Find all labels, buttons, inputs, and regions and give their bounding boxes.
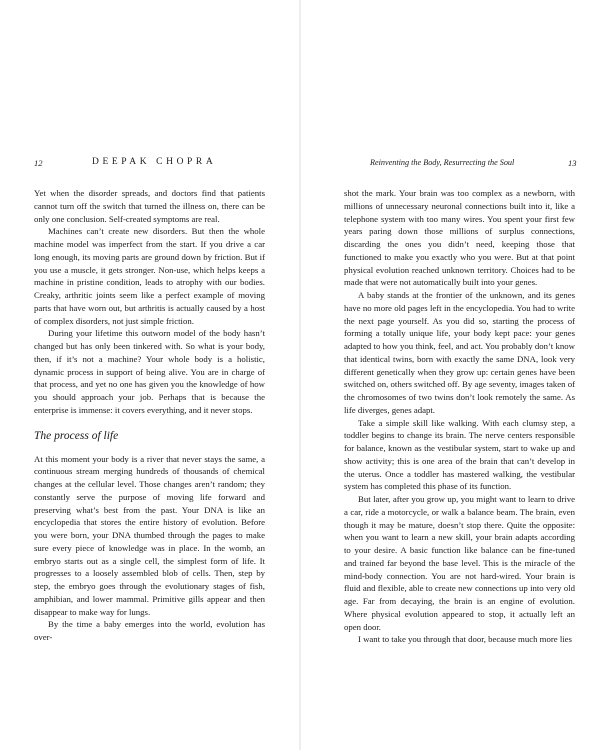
running-head-title: Reinventing the Body, Resurrecting the Soul	[370, 158, 515, 167]
paragraph: Take a simple skill like walking. With each clumsy step, a toddler begins to change its brain. The nerve centers responsible for balance, known as the vestibular system, start to wake up and show activity; this is one area of the brain that can’t develop in the uterus. Once a toddler has mastered walking, the vestibular system has completed this phase of its function.	[344, 417, 575, 492]
paragraph: Machines can’t create new disorders. But then the whole machine model was imperfect from the start. If you drive a car long enough, its moving parts are ground down by friction. But if you use a muscle, it gets stronger. Non-use, which helps keeps a machine in pristine condition, leads to atrophy with our bodies. Creaky, arthritic joints seem like a perfect example of moving parts that have worn out, but arthritis is actually caused by a host of complex disorders, not just simple friction.	[34, 226, 265, 326]
paragraph: But later, after you grow up, you might want to learn to drive a car, ride a motorcycle, or walk a balance beam. The brain, even though it may be mature, doesn’t stop there. Quite the opposite: when you want to learn a new skill, your brain adapts according to your desire. A basic function like balance can be fine-tuned and trained far beyond the base level. This is the miracle of the mind-body connection. You are not hard-wired. Your brain is fluid and flexible, able to create new connections up into very old age. Far from decaying, the brain is an engine of evolution. Where physical evolution appeared to stop, it actually left an open door.	[344, 494, 575, 632]
paragraph: By the time a baby emerges into the world, evolution has over-	[34, 619, 265, 642]
paragraph: During your lifetime this outworn model of the body hasn’t changed but has only been tinkered with. So what is your body, then, if it’s not a machine? Your whole body is a holistic, dynamic process in support of being alive. You are in charge of that process, and yet no one has given you the knowledge of how you should approach your job. Perhaps that is because the enterprise is immense: it covers everything, and it never stops.	[34, 328, 265, 415]
page-number: 12	[34, 158, 43, 168]
right-text-column	[344, 187, 575, 646]
left-text-column	[34, 187, 265, 644]
right-page	[300, 0, 600, 750]
page-number: 13	[568, 158, 577, 168]
paragraph: shot the mark. Your brain was too complex as a newborn, with millions of unnecessary neuronal connections built into it, like a telephone system with too many wires. You spent your first few years paring down those millions of surplus connections, discarding the ones you didn’t need, keeping those that functioned to make you exactly who you were. But at that point physical evolution reached unknown territory. Choices had to be made that were not automatically built into your genes.	[344, 188, 575, 288]
running-head-author: DEEPAK CHOPRA	[92, 157, 217, 167]
section-heading: The process of life	[34, 429, 119, 442]
paragraph: Yet when the disorder spreads, and doctors find that patients cannot turn off the switch that turned the illness on, there can be only one conclusion. Self-created symptoms are real.	[34, 188, 265, 224]
paragraph: I want to take you through that door, because much more lies	[358, 634, 572, 645]
paragraph: At this moment your body is a river that never stays the same, a continuous stream merging hundreds of thousands of chemical changes at the cellular level. Those changes aren’t random; they constantly serve the purpose of moving life forward and preserving what’s best from the past. Your DNA is like an encyclopedia that stores the entire history of evolution. Before you were born, your DNA thumbed through the pages to make sure every piece of knowledge was in place. In the womb, an embryo starts out as a single cell, the simplest form of life. It progresses to a loosely assembled blob of cells. Then, step by step, the embryo goes through the evolutionary stages of fish, amphibian, and lower mammal. Primitive gills appear and then disappear to make way for lungs.	[34, 453, 265, 617]
paragraph: A baby stands at the frontier of the unknown, and its genes have no more old pages left in the encyclopedia. You had to write the next page yourself. As you did so, starting the process of forming a totally unique life, your body kept pace: your genes adapted to how you think, feel, and act. You probably don’t know that identical twins, born with exactly the same DNA, look very different genetically when they grow up: certain genes have been switched on, others switched off. By age seventy, images taken of the chromosomes of two twins don’t look remotely the same. As life diverges, genes adapt.	[344, 290, 575, 415]
